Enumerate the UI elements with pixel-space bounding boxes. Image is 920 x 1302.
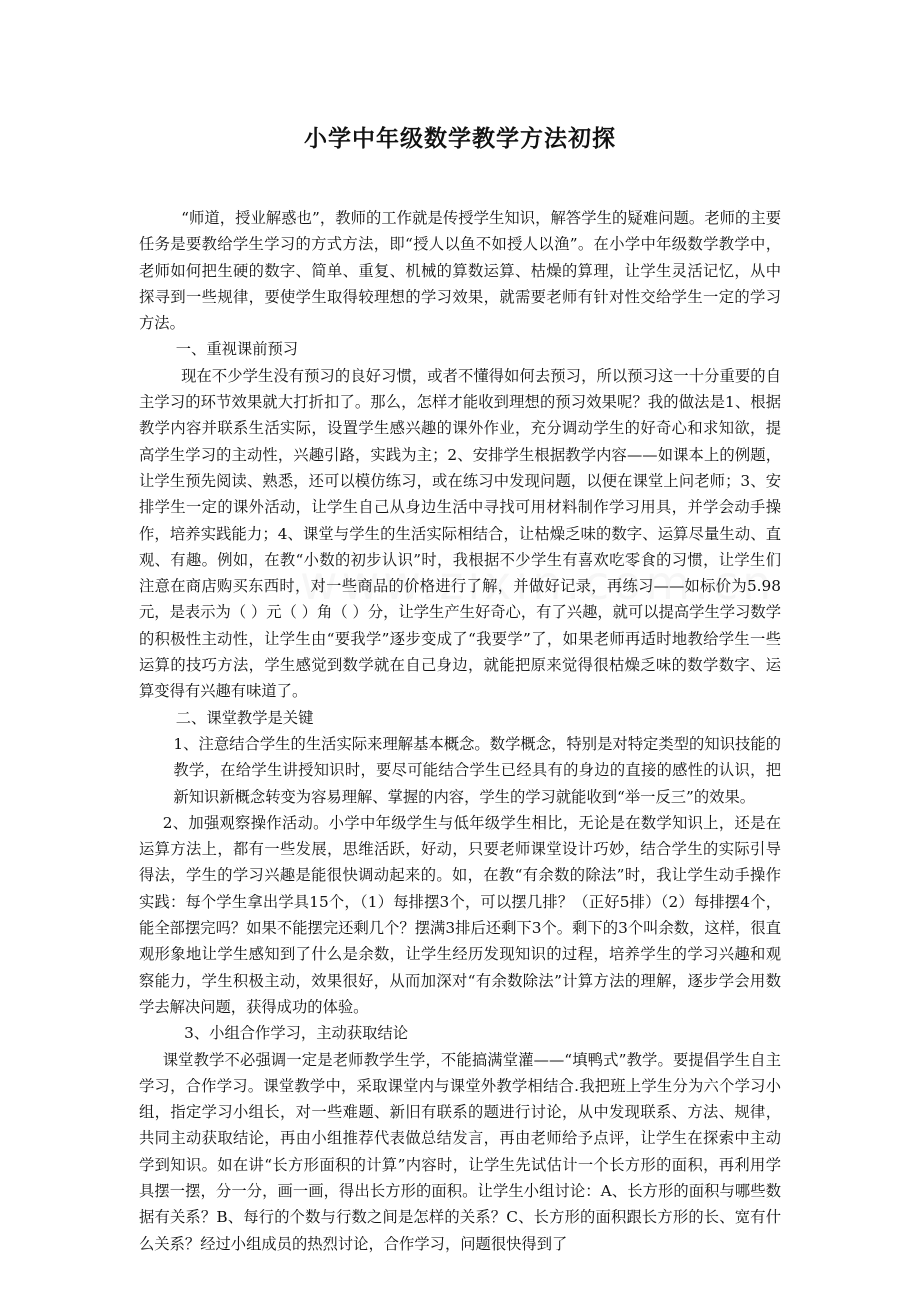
document-title: 小学中年级数学教学方法初探 [304,126,616,152]
classroom-item-2: 2、加强观察操作活动。小学中年级学生与低年级学生相比，无论是在数学知识上，还是在运算方法上，都有一些发展，思维活跃，好动，只要老师课堂设计巧妙，结合学生的实际引导得法，学生的学习兴趣是能很快调动起来的。如，在教“有余数的除法”时，我让学生动手操作实践：每个学生拿出学具15个，（1）每排摆3个，可以摆几排？（正好5排）（2）每排摆4个，能全部摆完吗？如果不能摆完还剩几个？摆满3排后还剩下3个。剩下的3个叫余数，这样，很直观形象地让学生感知到了什么是余数，让学生经历发现知识的过程，培养学生的学习兴趣和观察能力，学生积极主动，效果很好，从而加深对“有余数除法”计算方法的理解，逐步学会用数学去解决问题，获得成功的体验。 [139,813,781,1016]
section-heading-classroom: 二、课堂教学是关键 [175,708,314,727]
group-study-paragraph: 课堂教学不必强调一定是老师教学生学，不能搞满堂灌——“填鸭式”教学。要提倡学生自主学习，合作学习。课堂教学中，采取课堂内与课堂外教学相结合.我把班上学生分为六个学习小组，指定学习小组长，对一些难题、新旧有联系的题进行讨论，从中发现联系、方法、规律，共同主动获取结论，再由小组推荐代表做总结发言，再由老师给予点评，让学生在探索中主动学到知识。如在讲“长方形面积的计算”内容时，让学生先试估计一个长方形的面积，再利用学具摆一摆，分一分，画一画，得出长方形的面积。让学生小组讨论：A、长方形的面积与哪些数据有关系？B、每行的个数与行数之间是怎样的关系？C、长方形的面积跟长方形的长、宽有什么关系？经过小组成员的热烈讨论，合作学习，问题很快得到了 [139,1050,781,1253]
preview-paragraph: 现在不少学生没有预习的良好习惯，或者不懂得如何去预习，所以预习这一十分重要的自主学习的环节效果就大打折扣了。那么，怎样才能收到理想的预习效果呢？我的做法是1、根据教学内容并联系生活实际，设置学生感兴趣的课外作业，充分调动学生的好奇心和求知欲，提高学生学习的主动性，兴趣引路，实践为主；2、安排学生根据教学内容——如课本上的例题，让学生预先阅读、熟悉，还可以模仿练习，或在练习中发现问题，以便在课堂上问老师；3、安排学生一定的课外活动，让学生自己从身边生活中寻找可用材料制作学习用具，并学会动手操作，培养实践能力；4、课堂与学生的生活实际相结合，让枯燥乏味的数字、运算尽量生动、直观、有趣。例如，在教“小数的初步认识”时，我根据不少学生有喜欢吃零食的习惯，让学生们注意在商店购买东西时，对一些商品的价格进行了解，并做好记录，再练习——如标价为5.98元，是表示为（ ）元（ ）角（ ）分，让学生产生好奇心，有了兴趣，就可以提高学生学习数学的积极性主动性，让学生由“要我学”逐步变成了“我要学”了，如果老师再适时地教给学生一些运算的技巧方法，学生感觉到数学就在自己身边，就能把原来觉得很枯燥乏味的数学数字、运算变得有兴趣有味道了。 [139,366,781,701]
classroom-item-1: 1、注意结合学生的生活实际来理解基本概念。数学概念，特别是对特定类型的知识技能的教学，在给学生讲授知识时，要尽可能结合学生已经具有的身边的直接的感性的认识，把新知识新概念转变为容易理解、掌握的内容，学生的学习就能收到“举一反三”的效果。 [173,734,781,806]
document-body [139,205,781,1257]
section-heading-preview: 一、重视课前预习 [175,340,299,359]
subsection-heading-group-study: 3、小组合作学习，主动获取结论 [184,1024,409,1043]
intro-paragraph: “师道，授业解惑也”，教师的工作就是传授学生知识，解答学生的疑难问题。老师的主要任务是要教给学生学习的方式方法，即“授人以鱼不如授人以渔”。在小学中年级数学教学中，老师如何把生硬的数字、简单、重复、机械的算数运算、枯燥的算理，让学生灵活记忆，从中探寻到一些规律，要使学生取得较理想的学习效果，就需要老师有针对性交给学生一定的学习方法。 [139,209,781,333]
